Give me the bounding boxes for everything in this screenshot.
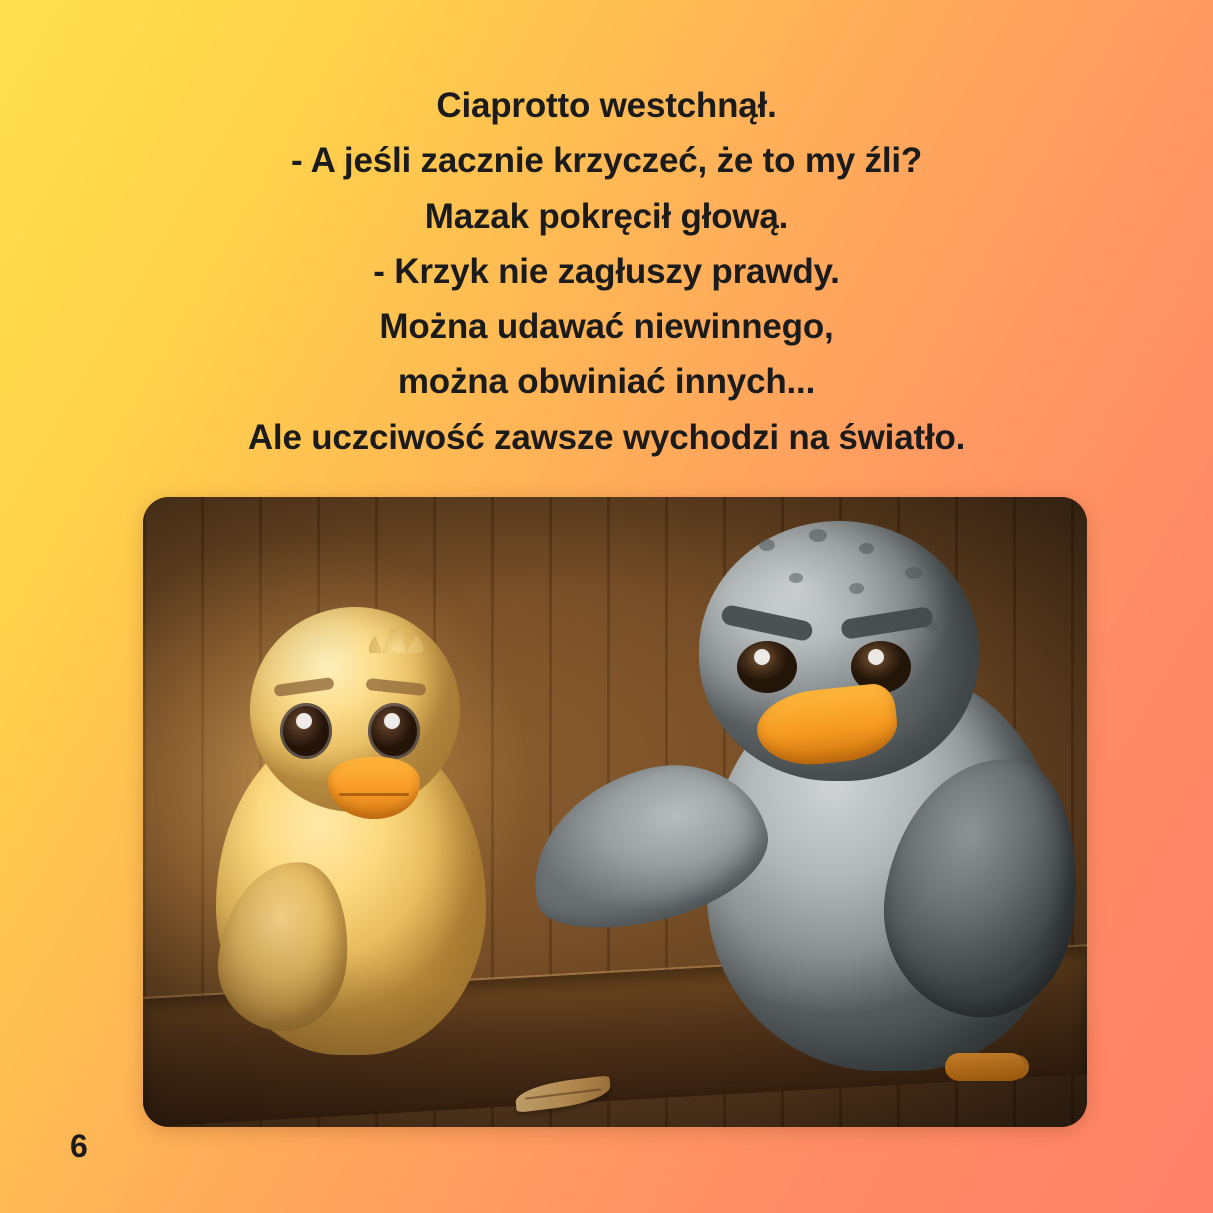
grey-bird-eyebrow-left bbox=[720, 604, 814, 643]
story-line: Ale uczciwość zawsze wychodzi na światło. bbox=[247, 417, 966, 457]
head-speck bbox=[809, 529, 827, 542]
page-number: 6 bbox=[70, 1128, 88, 1164]
grey-bird-eye-left bbox=[737, 641, 797, 693]
grey-bird-head bbox=[699, 521, 979, 781]
head-speck bbox=[759, 539, 775, 551]
story-line: Mazak pokręcił głową. bbox=[424, 196, 789, 236]
illustration-image bbox=[143, 497, 1087, 1127]
grey-bird-character bbox=[647, 511, 1077, 1071]
head-speck bbox=[849, 583, 864, 594]
grey-bird-eyebrow-right bbox=[840, 606, 934, 640]
chick-eyebrow-left bbox=[273, 677, 334, 697]
story-line: - Krzyk nie zagłuszy prawdy. bbox=[373, 251, 840, 291]
head-speck bbox=[859, 543, 874, 554]
chick-eye-right bbox=[368, 703, 420, 759]
head-speck bbox=[905, 567, 922, 579]
grey-bird-beak bbox=[754, 682, 901, 770]
story-line: - A jeśli zacznie krzyczeć, że to my źli? bbox=[290, 141, 923, 181]
chick-eye-left bbox=[280, 703, 332, 759]
chick-head-tuft bbox=[358, 613, 434, 653]
grey-bird-feet bbox=[945, 1053, 1025, 1081]
yellow-chick-character bbox=[198, 585, 508, 1055]
story-text-block bbox=[0, 78, 1213, 465]
story-line: Można udawać niewinnego, bbox=[379, 307, 834, 347]
story-line: Ciaprotto westchnął. bbox=[436, 86, 777, 125]
story-line: można obwiniać innych... bbox=[397, 362, 816, 402]
chick-head bbox=[250, 607, 460, 812]
head-speck bbox=[789, 573, 803, 583]
chick-eyebrow-right bbox=[366, 678, 427, 696]
